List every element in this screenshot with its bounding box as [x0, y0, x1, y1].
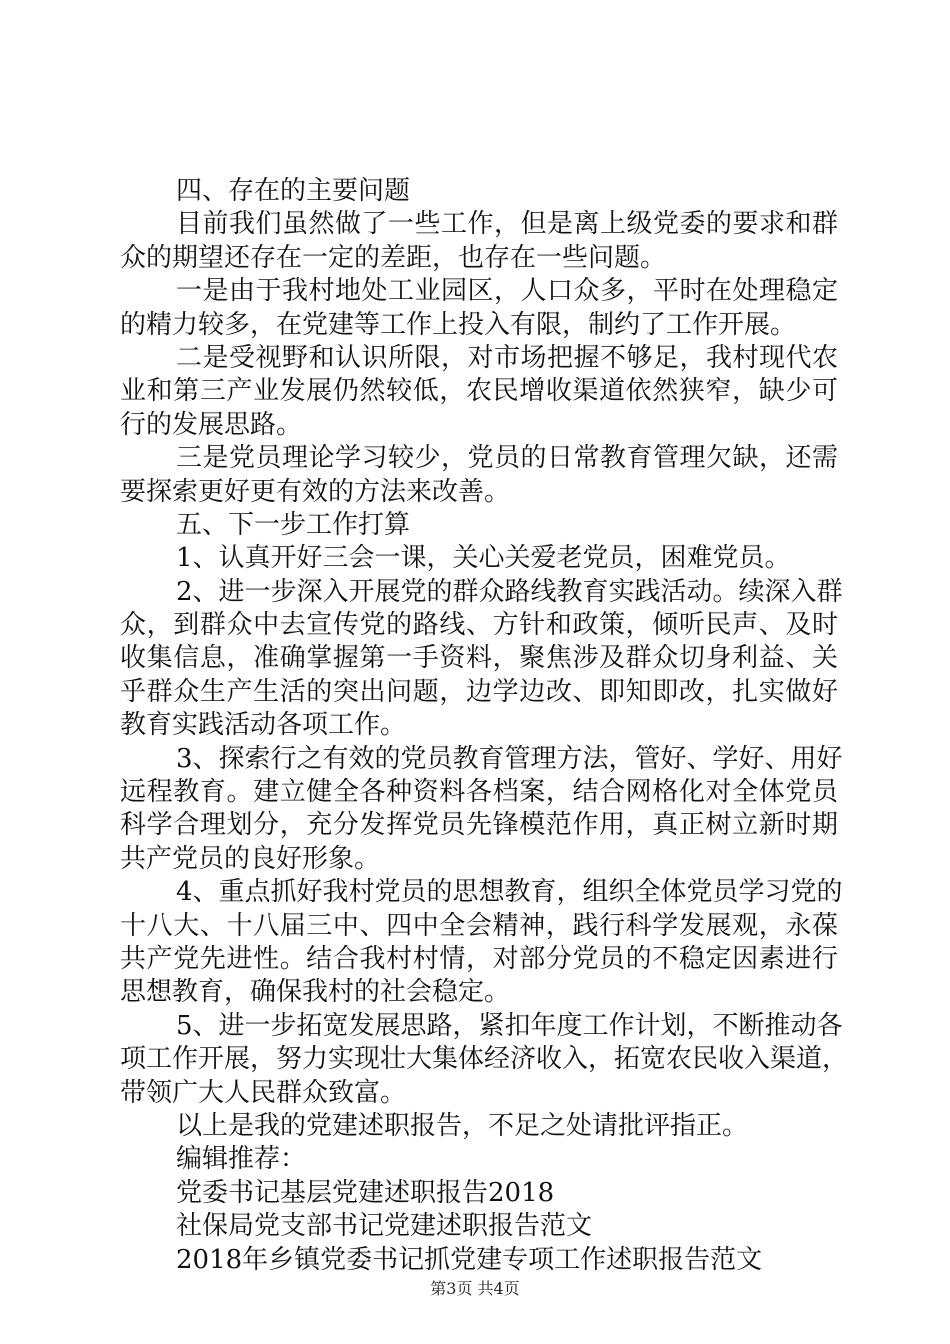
paragraph-line: 乎群众生产生活的突出问题，边学边改、即知即改，扎实做好: [120, 676, 838, 707]
paragraph-line: 共产党员的良好形象。: [120, 843, 381, 874]
section-heading-next-steps: 五、下一步工作打算: [176, 509, 411, 540]
recommended-article: 党委书记基层党建述职报告2018: [176, 1177, 555, 1208]
paragraph-line: 思想教育，确保我村的社会稳定。: [120, 977, 511, 1008]
section-heading-problems: 四、存在的主要问题: [176, 176, 411, 206]
paragraph-line: 项工作开展，努力实现壮大集体经济收入，拓宽农民收入渠道，: [120, 1044, 849, 1075]
closing-line: 以上是我的党建述职报告，不足之处请批评指正。: [176, 1110, 749, 1141]
paragraph-line: 三是党员理论学习较少，党员的日常教育管理欠缺，还需: [176, 443, 838, 474]
paragraph-line: 众，到群众中去宣传党的路线、方针和政策，倾听民声、及时: [120, 610, 838, 641]
list-item: 5、进一步拓宽发展思路，紧扣年度工作计划，不断推动各: [176, 1010, 843, 1041]
paragraph-line: 收集信息，准确掌握第一手资料，聚焦涉及群众切身利益、关: [120, 643, 838, 674]
paragraph-line: 要探索更好更有效的方法来改善。: [120, 476, 511, 507]
paragraph-line: 业和第三产业发展仍然较低，农民增收渠道依然狭窄，缺少可: [120, 376, 838, 407]
list-item: 1、认真开好三会一课，关心关爱老党员，困难党员。: [176, 543, 791, 574]
paragraph-line: 教育实践活动各项工作。: [120, 710, 407, 741]
paragraph-line: 行的发展思路。: [120, 409, 303, 440]
paragraph-line: 一是由于我村地处工业园区，人口众多，平时在处理稳定: [176, 276, 838, 307]
list-item: 2、进一步深入开展党的群众路线教育实践活动。续深入群: [176, 576, 843, 607]
page-number-footer: 第3页 共4页: [430, 1279, 520, 1298]
recommend-heading: 编辑推荐：: [176, 1144, 307, 1175]
paragraph-line: 远程教育。建立健全各种资料各档案，结合网格化对全体党员: [120, 777, 838, 808]
paragraph-line: 众的期望还存在一定的差距，也存在一些问题。: [120, 242, 667, 273]
paragraph-line: 带领广大人民群众致富。: [120, 1077, 407, 1108]
paragraph-line: 科学合理划分，充分发挥党员先锋模范作用，真正树立新时期: [120, 810, 838, 841]
paragraph-line: 二是受视野和认识所限，对市场把握不够足，我村现代农: [176, 342, 838, 373]
recommended-article: 2018年乡镇党委书记抓党建专项工作述职报告范文: [176, 1244, 763, 1275]
list-item: 3、探索行之有效的党员教育管理方法，管好、学好、用好: [176, 743, 843, 774]
paragraph-line: 共产党先进性。结合我村村情，对部分党员的不稳定因素进行: [120, 943, 838, 974]
list-item: 4、重点抓好我村党员的思想教育，组织全体党员学习党的: [176, 877, 843, 908]
document-body: [120, 175, 849, 1277]
recommended-article: 社保局党支部书记党建述职报告范文: [176, 1211, 593, 1242]
paragraph-line: 十八大、十八届三中、四中全会精神，践行科学发展观，永葆: [120, 910, 838, 941]
paragraph-line: 的精力较多，在党建等工作上投入有限，制约了工作开展。: [120, 309, 797, 340]
paragraph-line: 目前我们虽然做了一些工作，但是离上级党委的要求和群: [176, 209, 838, 240]
